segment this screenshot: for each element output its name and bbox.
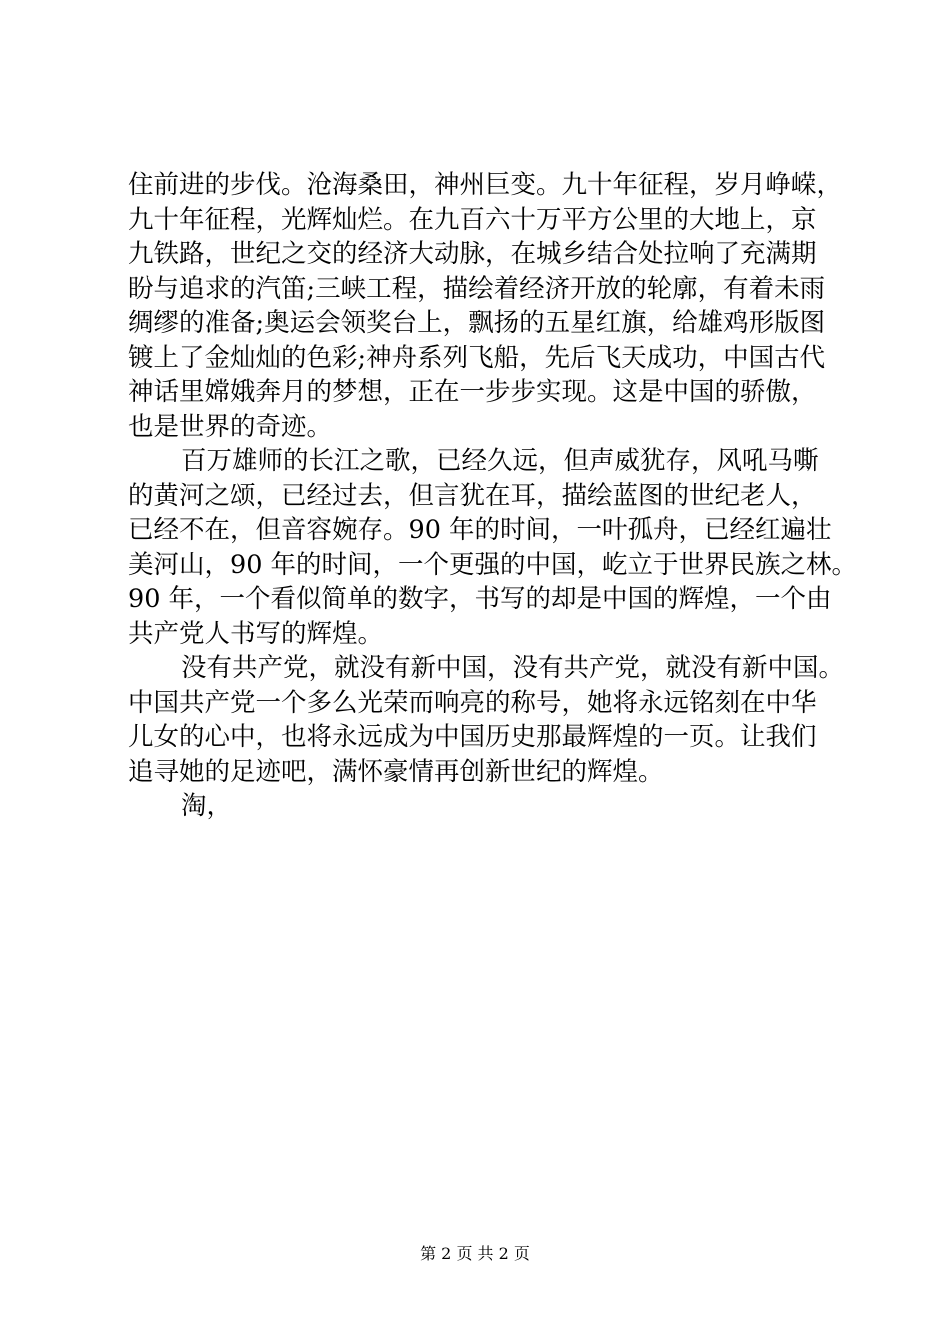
text-line-16: 中国共产党一个多么光荣而响亮的称号，她将永远铭刻在中华: [128, 687, 817, 718]
text-line-1: 住前进的步伐。沧海桑田，神州巨变。九十年征程，岁月峥嵘，: [128, 170, 843, 200]
text-line-13: 90 年，一个看似简单的数字，书写的却是中国的辉煌，一个由: [128, 584, 832, 614]
page-footer: [0, 1244, 950, 1264]
text-line-6: 镀上了金灿灿的色彩;神舟系列飞船，先后飞天成功，中国古代: [128, 342, 826, 373]
text-line-5: 绸缪的准备;奥运会领奖台上，飘扬的五星红旗，给雄鸡形版图: [128, 308, 826, 338]
text-line-17: 儿女的心中，也将永远成为中国历史那最辉煌的一页。让我们: [128, 722, 817, 752]
text-line-19: 淘，: [181, 791, 233, 821]
text-line-4: 盼与追求的汽笛;三峡工程，描绘着经济开放的轮廓，有着未雨: [128, 273, 826, 304]
text-line-12: 美河山，90 年的时间，一个更强的中国，屹立于世界民族之林。: [128, 549, 858, 580]
text-line-11: 已经不在，但音容婉存。90 年的时间，一叶孤舟，已经红遍壮: [128, 515, 832, 545]
text-line-18: 追寻她的足迹吧，满怀豪情再创新世纪的辉煌。: [128, 756, 664, 787]
text-line-10: 的黄河之颂，已经过去，但言犹在耳，描绘蓝图的世纪老人，: [128, 480, 817, 511]
page-number-label: 第 2 页 共 2 页: [420, 1244, 530, 1263]
text-line-8: 也是世界的奇迹。: [128, 411, 333, 442]
text-line-2: 九十年征程，光辉灿烂。在九百六十万平方公里的大地上，京: [128, 204, 817, 235]
document-body: [128, 168, 858, 824]
text-line-3: 九铁路，世纪之交的经济大动脉，在城乡结合处拉响了充满期: [128, 239, 817, 269]
text-line-15: 没有共产党，就没有新中国，没有共产党，就没有新中国。: [181, 653, 845, 683]
text-line-7: 神话里嫦娥奔月的梦想，正在一步步实现。这是中国的骄傲，: [128, 377, 817, 407]
text-line-9: 百万雄师的长江之歌，已经久远，但声威犹存，风吼马嘶: [181, 446, 819, 476]
text-line-14: 共产党人书写的辉煌。: [128, 618, 384, 649]
